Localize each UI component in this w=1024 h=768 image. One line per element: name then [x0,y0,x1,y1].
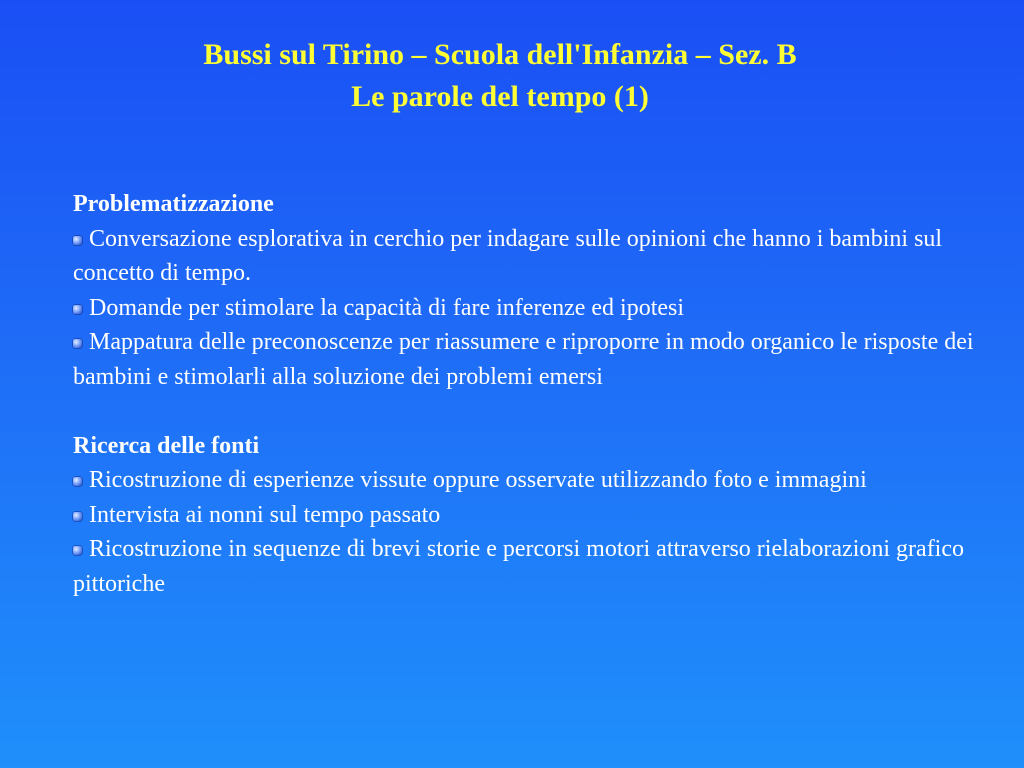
bullet-icon [73,339,82,348]
bullet-text: Mappatura delle preconoscenze per riassumere e riproporre in modo organico le risposte dei bambini e stimolarli alla soluzione dei problemi emersi [73,329,974,390]
bullet-icon [73,477,82,486]
slide-title-line-2: Le parole del tempo (1) [351,80,649,113]
bullet-text: Intervista ai nonni sul tempo passato [89,501,441,528]
bullet-text: Ricostruzione di esperienze vissute oppure osservate utilizzando foto e immagini [89,467,867,493]
section-spacer [73,394,988,429]
bullet-icon [73,236,82,245]
bullet-text: Domande per stimolare la capacità di fare inferenze ed ipotesi [89,294,685,321]
bullet-item [73,463,988,498]
bullet-item [73,325,988,394]
slide-title-line-1: Bussi sul Tirino – Scuola dell'Infanzia – Sez. B [203,38,797,71]
bullet-item [73,498,988,533]
bullet-icon [73,305,82,314]
bullet-icon [73,546,82,555]
slide-body [73,187,988,601]
bullet-icon [73,512,82,521]
section-heading-ricerca-fonti: Ricerca delle fonti [73,432,260,459]
bullet-item [73,532,988,601]
slide-title [0,34,1000,118]
bullet-item [73,291,988,326]
bullet-item [73,222,988,291]
section-heading-problematizzazione: Problematizzazione [73,191,274,217]
bullet-text: Conversazione esplorativa in cerchio per indagare sulle opinioni che hanno i bambini sul concetto di tempo. [73,225,943,286]
bullet-text: Ricostruzione in sequenze di brevi storie e percorsi motori attraverso rielaborazioni grafico pittoriche [73,536,965,597]
